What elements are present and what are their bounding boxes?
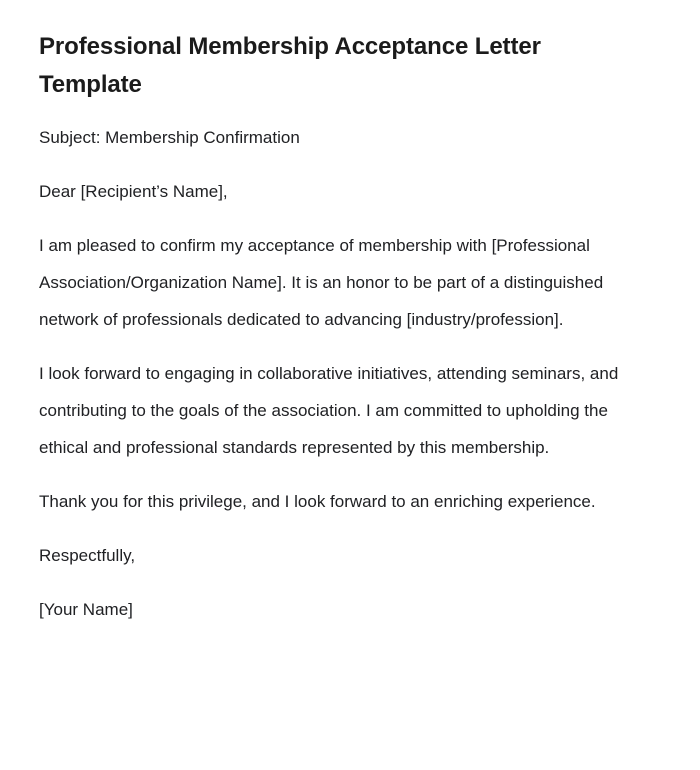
body-paragraph-1: I am pleased to confirm my acceptance of membership with [Professional Association/Organization Name]. It is an honor to be part of a distinguished network of professionals dedicated to advancing [industry/profession].: [39, 236, 604, 329]
letter-body: [39, 119, 639, 628]
closing: Respectfully,: [39, 546, 136, 565]
body-paragraph-3: Thank you for this privilege, and I look forward to an enriching experience.: [39, 492, 596, 511]
body-paragraph-2: I look forward to engaging in collaborative initiatives, attending seminars, and contributing to the goals of the association. I am committed to upholding the ethical and professional standards represented by this membership.: [39, 364, 619, 457]
salutation: Dear [Recipient’s Name],: [39, 182, 228, 201]
page-title: Professional Membership Acceptance Letter Template: [39, 33, 541, 98]
subject-line: Subject: Membership Confirmation: [39, 128, 300, 147]
signature: [Your Name]: [39, 600, 133, 619]
